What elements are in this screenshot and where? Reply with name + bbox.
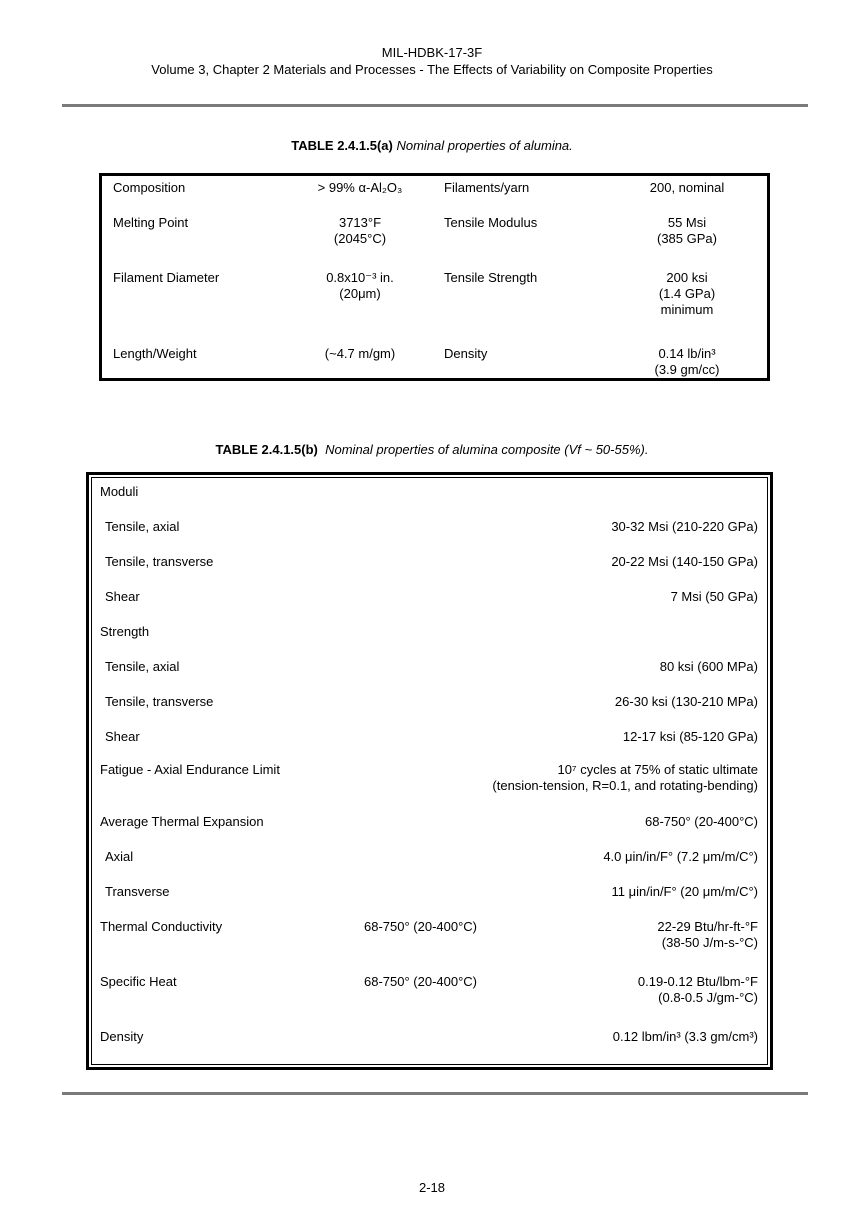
page-number: 2-18 bbox=[418, 1180, 446, 1195]
temperature-range: 68-750° (20-400°C) bbox=[364, 974, 478, 989]
property-value: 26-30 ksi (130-210 MPa) bbox=[614, 694, 758, 709]
sub-property-label: Tensile, axial bbox=[105, 519, 180, 534]
property-value: 0.12 lbm/in³ (3.3 gm/cm³) bbox=[612, 1029, 758, 1044]
property-value: 200 ksi (1.4 GPa) minimum bbox=[658, 270, 716, 317]
property-label: Thermal Conductivity bbox=[100, 919, 223, 934]
property-value: 200, nominal bbox=[649, 180, 725, 195]
property-value: 0.8x10⁻³ in. (20μm) bbox=[326, 270, 394, 301]
property-value: 10⁷ cycles at 75% of static ultimate (tension-tension, R=0.1, and rotating-bending) bbox=[492, 762, 758, 793]
header-rule bbox=[62, 104, 808, 107]
sub-property-label: Tensile, axial bbox=[105, 659, 180, 674]
sub-property-label: Tensile, transverse bbox=[105, 554, 214, 569]
property-value: 0.14 lb/in³ (3.9 gm/cc) bbox=[654, 346, 720, 377]
footer-rule bbox=[62, 1092, 808, 1095]
alumina-properties-table bbox=[99, 173, 770, 381]
property-label: Strength bbox=[100, 624, 150, 639]
property-label: Melting Point bbox=[113, 215, 189, 230]
property-label: Length/Weight bbox=[113, 346, 197, 361]
property-value: 11 μin/in/F° (20 μm/m/C°) bbox=[611, 884, 758, 899]
property-value: 30-32 Msi (210-220 GPa) bbox=[611, 519, 758, 534]
property-value: 4.0 μin/in/F° (7.2 μm/m/C°) bbox=[603, 849, 758, 864]
temperature-range: 68-750° (20-400°C) bbox=[364, 919, 478, 934]
property-value: 80 ksi (600 MPa) bbox=[659, 659, 758, 674]
property-label: Tensile Modulus bbox=[444, 215, 538, 230]
property-value: 0.19-0.12 Btu/lbm-°F (0.8-0.5 J/gm-°C) bbox=[637, 974, 758, 1005]
table-a-caption bbox=[0, 138, 864, 153]
table-a-caption-text: Nominal properties of alumina. bbox=[396, 138, 573, 153]
sub-property-label: Shear bbox=[105, 729, 140, 744]
property-label: Fatigue - Axial Endurance Limit bbox=[100, 762, 280, 777]
property-label: Tensile Strength bbox=[444, 270, 538, 285]
property-value: 20-22 Msi (140-150 GPa) bbox=[611, 554, 758, 569]
table-b-caption-text: Nominal properties of alumina composite (Vf ~ 50-55%). bbox=[325, 442, 649, 457]
sub-property-label: Transverse bbox=[105, 884, 170, 899]
chapter-title: Volume 3, Chapter 2 Materials and Processes - The Effects of Variability on Composite Properties bbox=[151, 62, 713, 77]
property-label: Density bbox=[100, 1029, 144, 1044]
property-label: Average Thermal Expansion bbox=[100, 814, 264, 829]
table-a-caption-number: TABLE 2.4.1.5(a) bbox=[291, 138, 393, 153]
property-label: Filament Diameter bbox=[113, 270, 220, 285]
property-label: Filaments/yarn bbox=[444, 180, 530, 195]
property-value: (~4.7 m/gm) bbox=[324, 346, 396, 361]
property-label: Specific Heat bbox=[100, 974, 177, 989]
table-b-caption bbox=[0, 442, 864, 457]
property-label: Density bbox=[444, 346, 488, 361]
property-value: 3713°F (2045°C) bbox=[333, 215, 387, 246]
property-value: 22-29 Btu/hr-ft-°F (38-50 J/m-s-°C) bbox=[657, 919, 758, 950]
table-b-body bbox=[91, 477, 768, 1065]
sub-property-label: Axial bbox=[105, 849, 134, 864]
alumina-composite-properties-table bbox=[86, 472, 773, 1070]
table-b-caption-number: TABLE 2.4.1.5(b) bbox=[215, 442, 318, 457]
document-id: MIL-HDBK-17-3F bbox=[381, 45, 483, 60]
property-value: 55 Msi (385 GPa) bbox=[657, 215, 717, 246]
property-label: Composition bbox=[113, 180, 186, 195]
property-value: 68-750° (20-400°C) bbox=[644, 814, 758, 829]
property-value: > 99% α-Al₂O₃ bbox=[317, 180, 403, 195]
property-value: 7 Msi (50 GPa) bbox=[670, 589, 758, 604]
sub-property-label: Shear bbox=[105, 589, 140, 604]
property-label: Moduli bbox=[100, 484, 139, 499]
sub-property-label: Tensile, transverse bbox=[105, 694, 214, 709]
property-value: 12-17 ksi (85-120 GPa) bbox=[622, 729, 758, 744]
